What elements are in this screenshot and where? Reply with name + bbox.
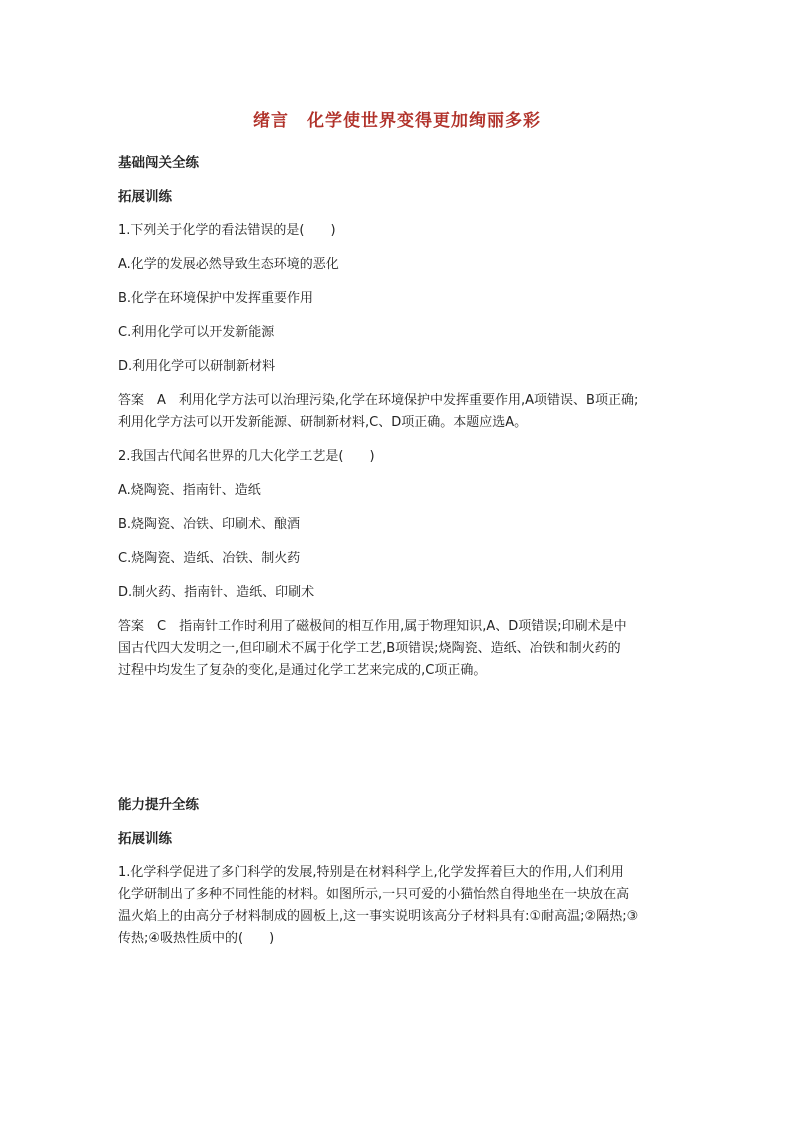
section-heading-ability: 能力提升全练 [118, 797, 199, 813]
question-2-option-c: C.烧陶瓷、造纸、冶铁、制火药 [118, 551, 301, 566]
question-2-option-a: A.烧陶瓷、指南针、造纸 [118, 483, 261, 498]
question-1-stem: 1.下列关于化学的看法错误的是( ) [118, 223, 336, 238]
answer-line: 国古代四大发明之一,但印刷术不属于化学工艺,B项错误;烧陶瓷、造纸、冶铁和制火药的 [118, 641, 621, 656]
section-2-question-1 [118, 862, 688, 950]
question-2-option-b: B.烧陶瓷、冶铁、印刷术、酿酒 [118, 517, 301, 532]
question-line: 化学研制出了多种不同性能的材料。如图所示,一只可爱的小猫怡然自得地坐在一块放在高 [118, 887, 630, 902]
question-2-answer [118, 616, 688, 682]
page-title: 绪言 化学使世界变得更加绚丽多彩 [253, 111, 541, 131]
question-2-option-d: D.制火药、指南针、造纸、印刷术 [118, 585, 315, 600]
question-1-option-b: B.化学在环境保护中发挥重要作用 [118, 291, 314, 306]
section-heading-basic: 基础闯关全练 [118, 155, 199, 171]
question-line: 传热;④吸热性质中的( ) [118, 931, 275, 946]
answer-line: 答案 C 指南针工作时利用了磁极间的相互作用,属于物理知识,A、D项错误;印刷术是中 [118, 619, 627, 634]
question-line: 温火焰上的由高分子材料制成的圆板上,这一事实说明该高分子材料具有:①耐高温;②隔热;③ [118, 909, 639, 924]
question-line: 1.化学科学促进了多门科学的发展,特别是在材料科学上,化学发挥着巨大的作用,人们利用 [118, 865, 624, 880]
section-subheading-extension: 拓展训练 [118, 189, 172, 205]
answer-line: 答案 A 利用化学方法可以治理污染,化学在环境保护中发挥重要作用,A项错误、B项正确; [118, 393, 639, 408]
question-1-option-a: A.化学的发展必然导致生态环境的恶化 [118, 257, 339, 272]
answer-line: 利用化学方法可以开发新能源、研制新材料,C、D项正确。本题应选A。 [118, 415, 528, 430]
answer-line: 过程中均发生了复杂的变化,是通过化学工艺来完成的,C项正确。 [118, 663, 487, 678]
question-1-option-d: D.利用化学可以研制新材料 [118, 359, 276, 374]
section-subheading-extension-2: 拓展训练 [118, 831, 172, 847]
question-2-stem: 2.我国古代闻名世界的几大化学工艺是( ) [118, 449, 375, 464]
question-1-option-c: C.利用化学可以开发新能源 [118, 325, 275, 340]
question-1-answer [118, 390, 688, 434]
